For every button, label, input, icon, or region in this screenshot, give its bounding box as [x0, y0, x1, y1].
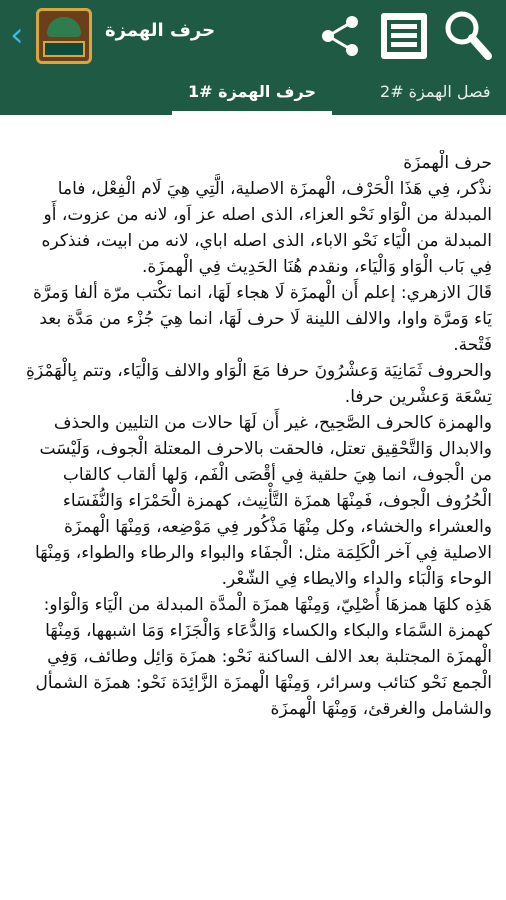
tab-fasl-hamza-2[interactable] — [380, 70, 491, 115]
chevron-left-icon[interactable]: ‹ — [10, 15, 24, 55]
app-toolbar — [0, 0, 506, 70]
tab-label: حرف الهمزة #1 — [188, 82, 316, 101]
active-tab-indicator — [172, 111, 332, 115]
search-icon[interactable] — [440, 8, 494, 62]
list-menu-icon[interactable] — [378, 10, 430, 62]
app-logo-icon[interactable] — [36, 8, 92, 64]
logo-plaque — [43, 41, 85, 57]
tab-bar — [0, 70, 506, 115]
paragraph: والحروف ثَمَانِيَة وَعشْرُونَ حرفا مَعَ الْوَاو والالف وَالْيَاء، وتتم بِالْهَمْزَةِ تِسْعَة وَعشْرين حرفا. — [26, 361, 492, 407]
paragraph: نذْكر، فِي هَذَا الْحَرْف، الْهمزَة الاصلية، الَّتِي هِيَ لَام الْفِعْل، فاما المبدلة من الْوَاو نَحْو العزاء، الذى اصله عز اَو، لانه من عزوت، أَو المبدلة من الْيَاء نَحْو الاباء، الذى اصله اباي، لانه من ابيت، فنذكره فِي بَاب الْوَاو وَالْيَاء، ونقدم هُنَا الحَدِيث فِي الْهمزَة. — [41, 179, 492, 277]
share-icon[interactable] — [318, 14, 362, 58]
paragraph: والهمزة كالحرف الصَّحِيح، غير أَن لَهَا حالات من التليين والحذف والابدال وَالتَّحْقِيق تعتل، فالحقت بالاحرف المعتلة الْجوف، وَلَيْسَت من الْجوف، انما هِيَ حلقية فِي أقْصَى الْفَم، وَلها ألقاب كالقاب الْحُرُوف الْجوف، فَمِنْهَا همزَة التَّأْنِيث، كهمزة الْحَمْرَاء وَالنُّفَسَاء والعشراء والخشاء، وكل مِنْهَا مَذْكُور فِي مَوْضِعه، وَمِنْهَا الْهمزَة الاصلية فِي آخر الْكَلِمَة مثل: الْجفَاء والبواء والرطاء والطواء، وَمِنْهَا الوحاء وَالْبَاء والداء والايطاء فِي الشّعْر. — [34, 413, 492, 589]
paragraph: هَذِه كلهَا همزهَا أُصْلِيّ، وَمِنْهَا همزَة الْمدَّة المبدلة من الْيَاء وَالْوَاو: كهمزة السَّمَاء والبكاء والكساء وَالدُّعَاء وَالْجَزَاء وَمَا اشبهها، وَمِنْهَا الْهمزَة المجتلبة بعد الالف الساكنة نَحْو: همزَة وَائِل وطائف، وَفِي الْجمع نَحْو كتائب وسرائر، وَمِنْهَا الْهمزَة الزَّائِدَة نَحْو: همزَة الشمأل والشامل والغرقئ، وَمِنْهَا الْهمزَة — [35, 595, 492, 719]
tab-harf-hamza-1[interactable] — [172, 70, 332, 115]
logo-dome — [47, 17, 81, 37]
paragraph: قَالَ الازهري: إعلم أَن الْهمزَة لَا هجاء لَهَا، انما تكْتب مرّة ألفا وَمرَّة يَاء وَمرَّة واوا، والالف اللينة لَا حرف لَهَا، انما هِيَ جُزْء من مَدَّة بعد فَتْحة. — [33, 283, 492, 355]
paragraph: حرف الْهمزَة — [403, 153, 492, 173]
article-text[interactable] — [14, 150, 492, 900]
tab-label: فصل الهمزة #2 — [380, 82, 491, 101]
page-title: حرف الهمزة — [105, 20, 216, 41]
